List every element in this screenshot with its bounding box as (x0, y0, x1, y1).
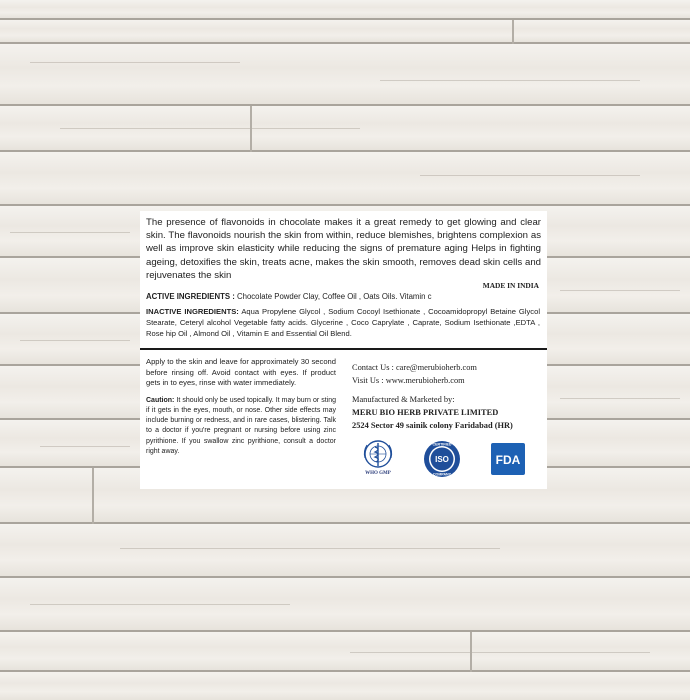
iso-seal-icon (422, 439, 462, 479)
caution-text: It should only be used topically. It may burn or sting if it gets in the eyes, mouth, or nose. Other side effects may include burning or redness, and in rare cases, blistering. Talk to a doctor if you're pregnant or nursing before using zinc pyrithione. If you swallow zinc pyrithione, consult a doctor right away. (146, 396, 336, 455)
company-address: 2524 Sector 49 sainik colony Faridabad (HR) (352, 421, 513, 430)
who-gmp-badge (358, 439, 398, 476)
wood-plank (0, 578, 690, 632)
wood-grain (30, 604, 290, 605)
wood-seam (470, 632, 472, 672)
made-in-india: MADE IN INDIA (482, 281, 539, 290)
fda-logo-icon (488, 439, 528, 479)
wood-grain (60, 128, 360, 129)
wood-plank (0, 44, 690, 106)
section-divider (140, 348, 547, 350)
iso-text: ISO (435, 455, 449, 464)
active-ingredients-text: Chocolate Powder Clay, Coffee Oil , Oats Oils. Vitamin c (234, 292, 432, 301)
wood-grain (40, 446, 130, 447)
usage-directions: Apply to the skin and leave for approximately 30 second before rinsing off. Avoid contact with eyes. If product gets in to eyes, rinse with water immediately. (146, 357, 336, 387)
caution-notice (146, 396, 336, 458)
manufacturer-heading: Manufactured & Marketed by: (352, 395, 455, 404)
inactive-ingredients-heading: INACTIVE INGREDIENTS: (146, 307, 239, 316)
wood-plank (0, 524, 690, 578)
wood-grain (120, 548, 500, 549)
wood-grain (420, 175, 640, 176)
wood-grain (30, 62, 240, 63)
wood-plank (0, 106, 690, 152)
fda-badge (488, 439, 528, 484)
wood-plank (0, 0, 690, 20)
iso-badge (422, 439, 462, 484)
active-ingredients (146, 292, 432, 301)
usage-column (146, 357, 336, 457)
wood-grain (10, 232, 130, 233)
product-description: The presence of flavonoids in chocolate makes it a great remedy to get glowing and clear skin. The flavonoids nourish the skin from within, reduce blemishes, brightens complexion as well as improve skin elasticity while reducing the signs of premature aging Helps in fighting ageing, detoxifies the skin, treats acne, makes the skin smooth, removes dead skin cells and rejuvenates the skin (146, 217, 541, 281)
wood-seam (250, 106, 252, 152)
wood-plank (0, 672, 690, 700)
wood-seam (92, 468, 94, 524)
iso-bottom-text: COMPANY (432, 472, 452, 477)
wood-grain (350, 652, 650, 653)
certification-badges (358, 439, 538, 483)
wood-grain (560, 398, 680, 399)
active-ingredients-heading: ACTIVE INGREDIENTS : (146, 292, 235, 301)
who-gmp-caption: WHO GMP (365, 471, 391, 476)
product-label (140, 211, 547, 489)
wood-grain (560, 290, 680, 291)
caution-heading: Caution: (146, 396, 175, 404)
iso-top-text: CERTIFIED (432, 442, 452, 447)
label-top-section (140, 211, 547, 348)
company-name: MERU BIO HERB PRIVATE LIMITED (352, 408, 499, 417)
wood-plank (0, 152, 690, 206)
wood-seam (512, 20, 514, 44)
wood-grain (380, 80, 640, 81)
contact-column (352, 361, 542, 432)
wood-grain (20, 340, 130, 341)
fda-text: FDA (495, 453, 521, 467)
inactive-ingredients (146, 307, 540, 340)
who-emblem-icon (358, 439, 398, 471)
contact-email: Contact Us : care@merubioherb.com (352, 363, 477, 372)
wood-plank (0, 20, 690, 44)
inactive-ingredients-text: Aqua Propylene Glycol , Sodium Cocoyl Isethionate , Cocoamidopropyl Betaine Glycol Stearate, Ceteryl alcohol Vegetable fatty acids. Glycerine , Coco Caprylate , Caprate, Sodium Isethionate ,EDTA , Rose hip Oil , Almond Oil , Vitamin E and Essential Oil Blend. (146, 307, 540, 338)
website: Visit Us : www.merubioherb.com (352, 376, 465, 385)
